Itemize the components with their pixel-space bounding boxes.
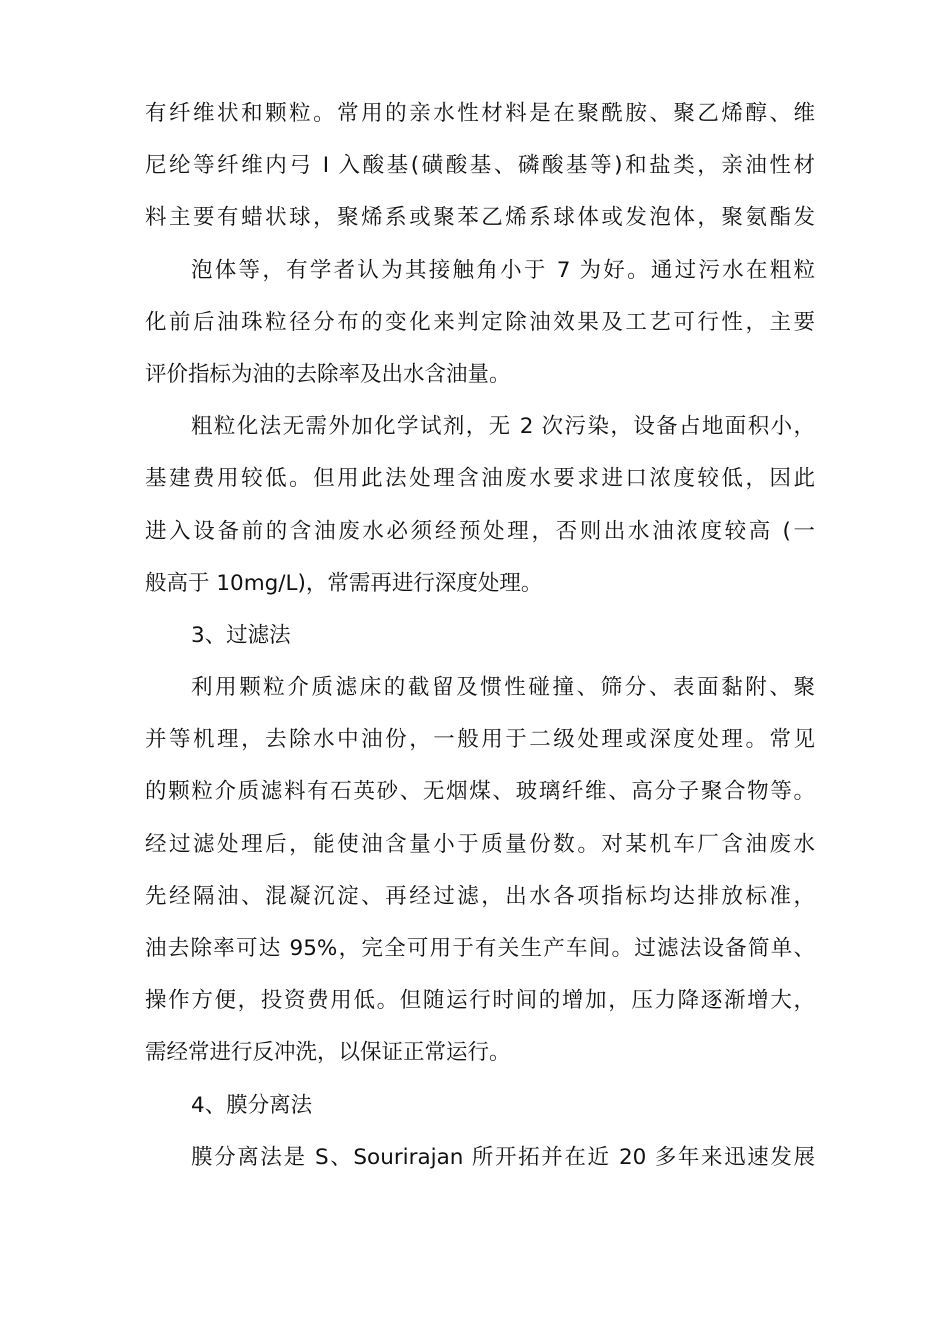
text-line: 需经常进行反冲洗，以保证正常运行。 xyxy=(145,1040,511,1066)
text-line: 3、过滤法 xyxy=(191,622,291,648)
text-line: 化前后油珠粒径分布的变化来判定除油效果及工艺可行性，主要 xyxy=(145,309,815,335)
text-line: 4、膜分离法 xyxy=(191,1092,313,1118)
text-line: 经过滤处理后，能使油含量小于质量份数。对某机车厂含油废水 xyxy=(145,831,815,857)
text-line: 尼纶等纤维内弓 I 入酸基(磺酸基、磷酸基等)和盐类，亲油性材 xyxy=(145,153,815,179)
text-line: 基建费用较低。但用此法处理含油废水要求进口浓度较低，因此 xyxy=(145,466,815,492)
text-line: 有纤维状和颗粒。常用的亲水性材料是在聚酰胺、聚乙烯醇、维 xyxy=(145,101,815,126)
text-line: 泡体等，有学者认为其接触角小于 7 为好。通过污水在粗粒 xyxy=(191,257,815,283)
text-line: 料主要有蜡状球，聚烯系或聚苯乙烯系球体或发泡体，聚氨酯发 xyxy=(145,205,815,231)
text-line: 膜分离法是 S、Sourirajan 所开拓并在近 20 多年来迅速发展 xyxy=(191,1144,815,1170)
text-line: 油去除率可达 95%，完全可用于有关生产车间。过滤法设备简单、 xyxy=(145,936,815,961)
text-line: 般高于 10mg/L)，常需再进行深度处理。 xyxy=(145,570,543,596)
text-line: 的颗粒介质滤料有石英砂、无烟煤、玻璃纤维、高分子聚合物等。 xyxy=(145,779,815,805)
text-line: 粗粒化法无需外加化学试剂，无 2 次污染，设备占地面积小， xyxy=(191,414,815,440)
document-body xyxy=(145,88,815,1184)
text-line: 利用颗粒介质滤床的截留及惯性碰撞、筛分、表面黏附、聚 xyxy=(191,675,815,701)
text-line: 进入设备前的含油废水必须经预处理，否则出水油浓度较高 (一 xyxy=(145,518,815,544)
text-line: 并等机理，去除水中油份，一般用于二级处理或深度处理。常见 xyxy=(145,727,815,753)
text-line: 先经隔油、混凝沉淀、再经过滤，出水各项指标均达排放标准， xyxy=(145,883,815,909)
text-line: 操作方便，投资费用低。但随运行时间的增加，压力降逐渐增大， xyxy=(145,988,815,1014)
text-line: 评价指标为油的去除率及出水含油量。 xyxy=(145,361,511,387)
